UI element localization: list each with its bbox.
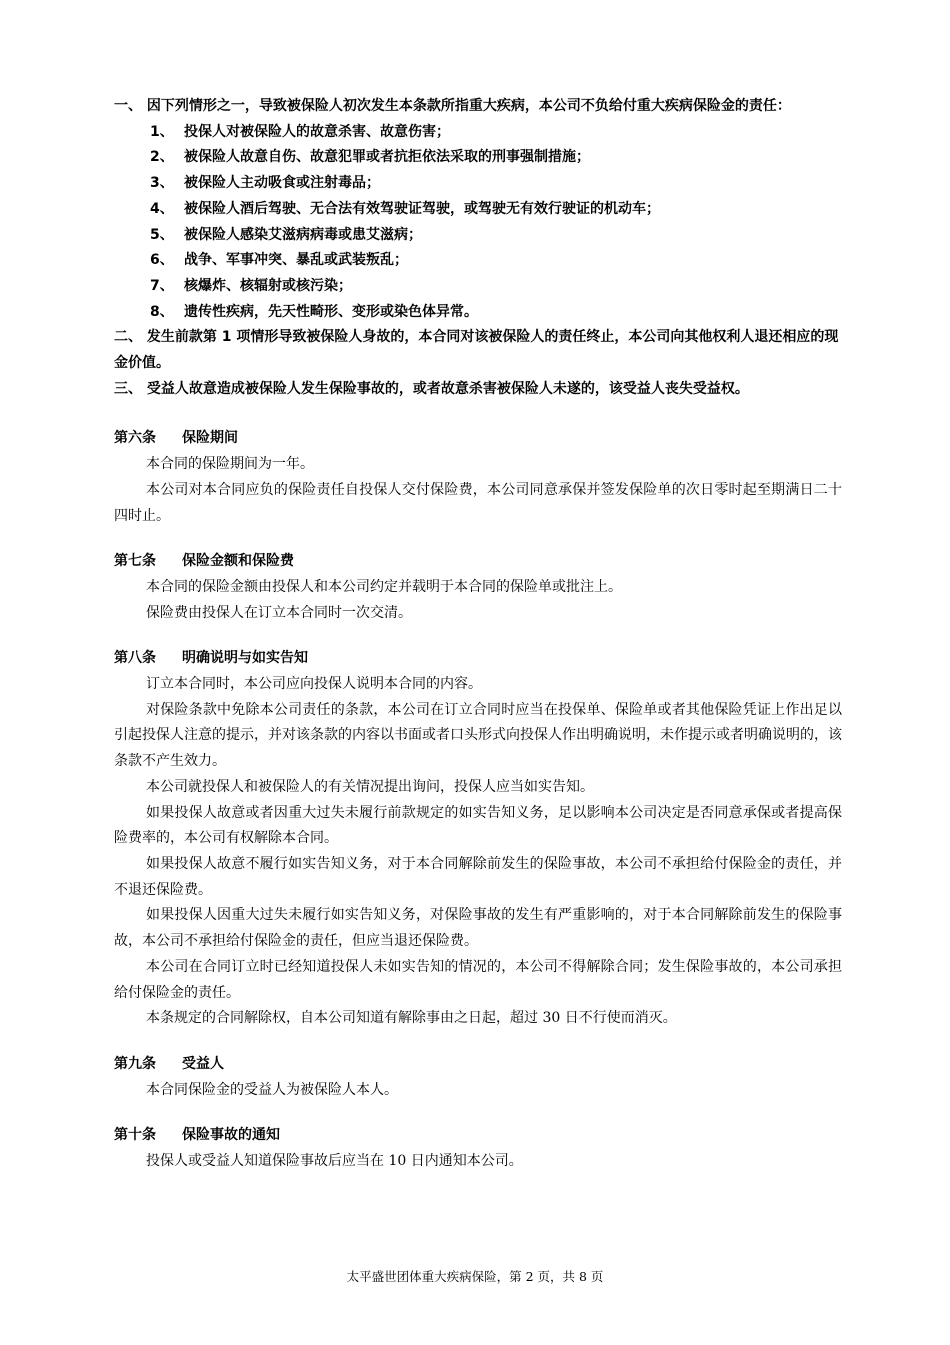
exclusion-item-6: 6、 战争、军事冲突、暴乱或武装叛乱； bbox=[150, 252, 408, 269]
section-9-para-1: 本合同保险金的受益人为被保险人本人。 bbox=[146, 1081, 398, 1098]
exclusion-item-8: 8、 遗传性疾病，先天性畸形、变形或染色体异常。 bbox=[150, 303, 478, 320]
exclusion-item-2: 2、 被保险人故意自伤、故意犯罪或者抗拒依法采取的刑事强制措施； bbox=[150, 149, 590, 166]
section-9-heading: 第九条 受益人 bbox=[114, 1055, 224, 1072]
exclusion-item-3: 3、 被保险人主动吸食或注射毒品； bbox=[150, 175, 380, 192]
section-8-para-1: 订立本合同时，本公司应向投保人说明本合同的内容。 bbox=[146, 676, 482, 693]
exclusion-item-5: 5、 被保险人感染艾滋病病毒或患艾滋病； bbox=[150, 226, 422, 243]
section-8-para-7: 本公司在合同订立时已经知道投保人未如实告知的情况的，本公司不得解除合同；发生保险事故的，本公司承担给付保险金的责任。 bbox=[114, 958, 842, 1001]
section-7-heading: 第七条 保险金额和保险费 bbox=[114, 553, 294, 570]
page-content bbox=[114, 94, 842, 1175]
section-7-para-1: 本合同的保险金额由投保人和本公司约定并载明于本合同的保险单或批注上。 bbox=[146, 578, 622, 595]
section-6-para-1: 本合同的保险期间为一年。 bbox=[146, 456, 314, 473]
section-6-heading: 第六条 保险期间 bbox=[114, 430, 238, 447]
section-8-para-4: 如果投保人故意或者因重大过失未履行前款规定的如实告知义务，足以影响本公司决定是否同意承保或者提高保险费率的，本公司有权解除本合同。 bbox=[114, 804, 842, 847]
section-8-para-8: 本条规定的合同解除权，自本公司知道有解除事由之日起，超过 30 日不行使而消灭。 bbox=[146, 1010, 677, 1027]
exclusion-item-1: 1、 投保人对被保险人的故意杀害、故意伤害； bbox=[150, 123, 450, 140]
exclusion-paragraph-1: 一、 因下列情形之一，导致被保险人初次发生本条款所指重大疾病，本公司不负给付重大疾病保险金的责任： bbox=[114, 98, 791, 114]
section-8-para-3: 本公司就投保人和被保险人的有关情况提出询问，投保人应当如实告知。 bbox=[146, 778, 594, 795]
exclusion-paragraph-3: 三、 受益人故意造成被保险人发生保险事故的，或者故意杀害被保险人未遂的，该受益人丧失受益权。 bbox=[114, 380, 749, 397]
section-8-para-6: 如果投保人因重大过失未履行如实告知义务，对保险事故的发生有严重影响的，对于本合同解除前发生的保险事故，本公司不承担给付保险金的责任，但应当退还保险费。 bbox=[114, 907, 842, 950]
section-10-para-1: 投保人或受益人知道保险事故后应当在 10 日内通知本公司。 bbox=[146, 1153, 523, 1170]
section-10-heading: 第十条 保险事故的通知 bbox=[114, 1127, 280, 1144]
section-8-para-2: 对保险条款中免除本公司责任的条款，本公司在订立合同时应当在投保单、保险单或者其他保险凭证上作出足以引起投保人注意的提示，并对该条款的内容以书面或者口头形式向投保人作出明确说明，未作提示或者明确说明的，该条款不产生效力。 bbox=[114, 701, 842, 770]
section-8-para-5: 如果投保人故意不履行如实告知义务，对于本合同解除前发生的保险事故，本公司不承担给付保险金的责任，并不退还保险费。 bbox=[114, 855, 842, 898]
exclusion-item-4: 4、 被保险人酒后驾驶、无合法有效驾驶证驾驶，或驾驶无有效行驶证的机动车； bbox=[150, 200, 660, 217]
exclusion-paragraph-2: 二、 发生前款第 1 项情形导致被保险人身故的，本合同对该被保险人的责任终止，本公司向其他权利人退还相应的现金价值。 bbox=[114, 329, 839, 372]
page-footer: 太平盛世团体重大疾病保险，第 2 页，共 8 页 bbox=[346, 1269, 604, 1284]
section-6-para-2: 本公司对本合同应负的保险责任自投保人交付保险费，本公司同意承保并签发保险单的次日零时起至期满日二十四时止。 bbox=[114, 481, 842, 524]
section-8-heading: 第八条 明确说明与如实告知 bbox=[114, 650, 308, 667]
section-7-para-2: 保险费由投保人在订立本合同时一次交清。 bbox=[146, 604, 412, 621]
exclusion-item-7: 7、 核爆炸、核辐射或核污染； bbox=[150, 277, 352, 294]
